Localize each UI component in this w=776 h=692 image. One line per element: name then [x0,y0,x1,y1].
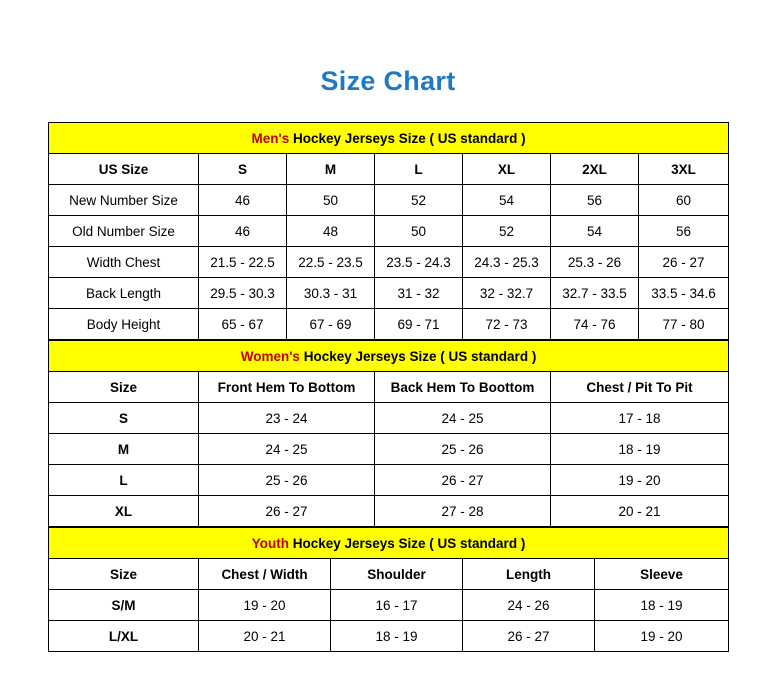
row-label: XL [49,496,199,527]
table-cell: 26 - 27 [375,465,551,496]
table-cell: 46 [199,216,287,247]
table-row [49,309,729,340]
table-section-header-row [49,123,729,154]
table-cell: 18 - 19 [551,434,729,465]
row-label: M [49,434,199,465]
col-header: Sleeve [595,559,729,590]
mens-size-table [48,122,729,340]
section-title-womens [49,341,729,372]
table-cell: 54 [463,185,551,216]
col-header: US Size [49,154,199,185]
table-cell: 24 - 25 [199,434,375,465]
table-cell: 69 - 71 [375,309,463,340]
table-header-row [49,372,729,403]
table-cell: 67 - 69 [287,309,375,340]
table-header-row [49,559,729,590]
section-title-youth [49,528,729,559]
table-cell: 18 - 19 [331,621,463,652]
table-cell: 23 - 24 [199,403,375,434]
section-rest-mens: Hockey Jerseys Size ( US standard ) [289,130,526,146]
section-rest-womens: Hockey Jerseys Size ( US standard ) [299,348,537,364]
col-header: Chest / Pit To Pit [551,372,729,403]
table-row [49,465,729,496]
col-header: XL [463,154,551,185]
row-label: New Number Size [49,185,199,216]
col-header: Chest / Width [199,559,331,590]
col-header: M [287,154,375,185]
table-cell: 56 [551,185,639,216]
table-cell: 46 [199,185,287,216]
table-section-header-row [49,528,729,559]
table-cell: 26 - 27 [463,621,595,652]
table-row [49,434,729,465]
table-cell: 24 - 26 [463,590,595,621]
table-cell: 32.7 - 33.5 [551,278,639,309]
table-cell: 20 - 21 [199,621,331,652]
section-accent-youth: Youth [251,535,289,551]
col-header: Back Hem To Boottom [375,372,551,403]
womens-size-table [48,340,729,527]
section-accent-womens: Women's [240,348,300,364]
table-cell: 27 - 28 [375,496,551,527]
table-cell: 77 - 80 [639,309,729,340]
table-cell: 17 - 18 [551,403,729,434]
table-row [49,278,729,309]
row-label: Body Height [49,309,199,340]
row-label: S [49,403,199,434]
table-cell: 50 [287,185,375,216]
table-cell: 25 - 26 [375,434,551,465]
table-row [49,403,729,434]
col-header: Size [49,372,199,403]
table-cell: 72 - 73 [463,309,551,340]
table-cell: 23.5 - 24.3 [375,247,463,278]
table-row [49,247,729,278]
table-row [49,185,729,216]
table-row [49,590,729,621]
page-title: Size Chart [320,66,456,96]
section-rest-youth: Hockey Jerseys Size ( US standard ) [288,535,526,551]
table-cell: 25 - 26 [199,465,375,496]
table-cell: 31 - 32 [375,278,463,309]
table-cell: 19 - 20 [551,465,729,496]
row-label: L/XL [49,621,199,652]
table-cell: 60 [639,185,729,216]
table-cell: 52 [463,216,551,247]
table-cell: 54 [551,216,639,247]
table-section-header-row [49,341,729,372]
table-cell: 21.5 - 22.5 [199,247,287,278]
row-label: Width Chest [49,247,199,278]
table-cell: 18 - 19 [595,590,729,621]
col-header: Shoulder [331,559,463,590]
col-header: S [199,154,287,185]
table-cell: 16 - 17 [331,590,463,621]
table-cell: 20 - 21 [551,496,729,527]
table-cell: 25.3 - 26 [551,247,639,278]
table-cell: 32 - 32.7 [463,278,551,309]
col-header: 2XL [551,154,639,185]
row-label: S/M [49,590,199,621]
table-cell: 26 - 27 [639,247,729,278]
table-cell: 65 - 67 [199,309,287,340]
table-cell: 33.5 - 34.6 [639,278,729,309]
table-cell: 48 [287,216,375,247]
table-cell: 19 - 20 [199,590,331,621]
youth-size-table [48,527,729,652]
table-cell: 24.3 - 25.3 [463,247,551,278]
table-cell: 19 - 20 [595,621,729,652]
row-label: Old Number Size [49,216,199,247]
section-title-mens [49,123,729,154]
row-label: Back Length [49,278,199,309]
section-accent-mens: Men's [251,130,290,146]
table-cell: 74 - 76 [551,309,639,340]
col-header: Length [463,559,595,590]
col-header: L [375,154,463,185]
table-cell: 24 - 25 [375,403,551,434]
table-row [49,621,729,652]
table-cell: 50 [375,216,463,247]
table-cell: 29.5 - 30.3 [199,278,287,309]
table-cell: 30.3 - 31 [287,278,375,309]
col-header: 3XL [639,154,729,185]
table-row [49,496,729,527]
table-row [49,216,729,247]
table-header-row [49,154,729,185]
col-header: Size [49,559,199,590]
col-header: Front Hem To Bottom [199,372,375,403]
row-label: L [49,465,199,496]
table-cell: 22.5 - 23.5 [287,247,375,278]
table-cell: 56 [639,216,729,247]
table-cell: 26 - 27 [199,496,375,527]
table-cell: 52 [375,185,463,216]
size-chart-tables [48,122,728,652]
